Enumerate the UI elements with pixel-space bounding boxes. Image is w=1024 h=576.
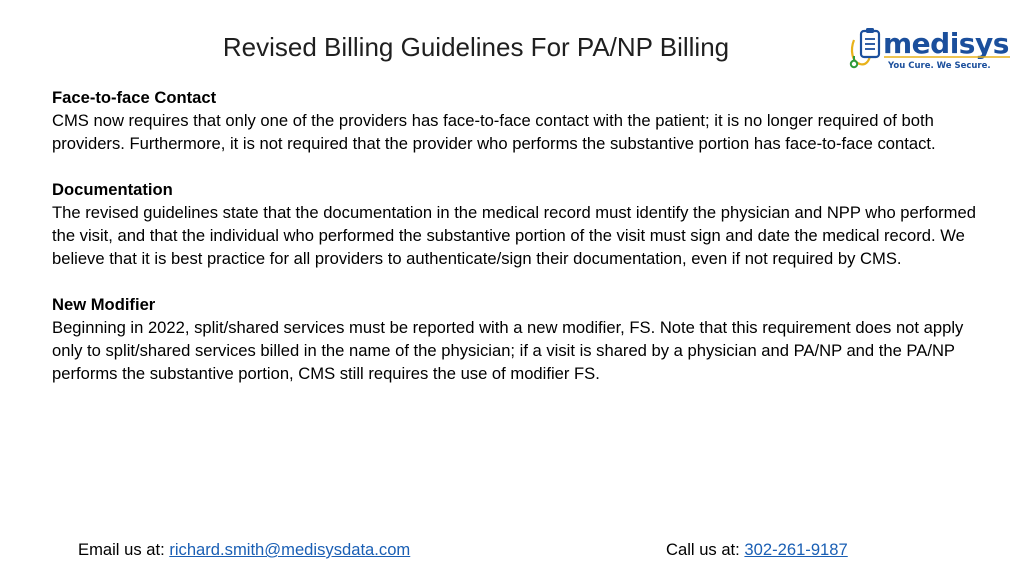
phone-label: Call us at:: [666, 540, 745, 559]
section-body: Beginning in 2022, split/shared services must be reported with a new modifier, FS. Note that this requirement does not apply only to split/shared services billed in the name of the physician; if a visit is shared by a physician and PA/NP and the PA/NP performs the substantive portion, CMS still requires the use of modifier FS.: [52, 318, 964, 383]
section-new-modifier: [52, 293, 992, 385]
main-content: [52, 86, 992, 408]
section-heading: Documentation: [52, 180, 173, 199]
medisys-logo: [848, 26, 1016, 76]
email-label: Email us at:: [78, 540, 170, 559]
section-documentation: [52, 178, 992, 270]
email-link[interactable]: richard.smith@medisysdata.com: [169, 540, 411, 559]
section-body: CMS now requires that only one of the providers has face-to-face contact with the patient; it is no longer required of both providers. Furthermore, it is not required that the provider who performs the substantive portion has face-to-face contact.: [52, 111, 936, 153]
footer-phone: [666, 538, 848, 561]
slide-title: Revised Billing Guidelines For PA/NP Billing: [222, 32, 730, 62]
svg-text:You Cure. We Secure.: You Cure. We Secure.: [888, 61, 991, 71]
phone-link[interactable]: 302-261-9187: [744, 540, 848, 559]
footer-email: [78, 538, 410, 561]
section-heading: Face-to-face Contact: [52, 88, 217, 107]
svg-text:medisys: medisys: [883, 27, 1009, 60]
medisys-logo-icon: [848, 26, 1016, 76]
section-heading: New Modifier: [52, 295, 156, 314]
section-face-to-face: [52, 86, 992, 155]
section-body: The revised guidelines state that the documentation in the medical record must identify the physician and NPP who performed the visit, and that the individual who performed the substantive portion of the visit must sign and date the medical record. We believe that it is best practice for all providers to authenticate/sign their documentation, even if not required by CMS.: [52, 203, 976, 268]
